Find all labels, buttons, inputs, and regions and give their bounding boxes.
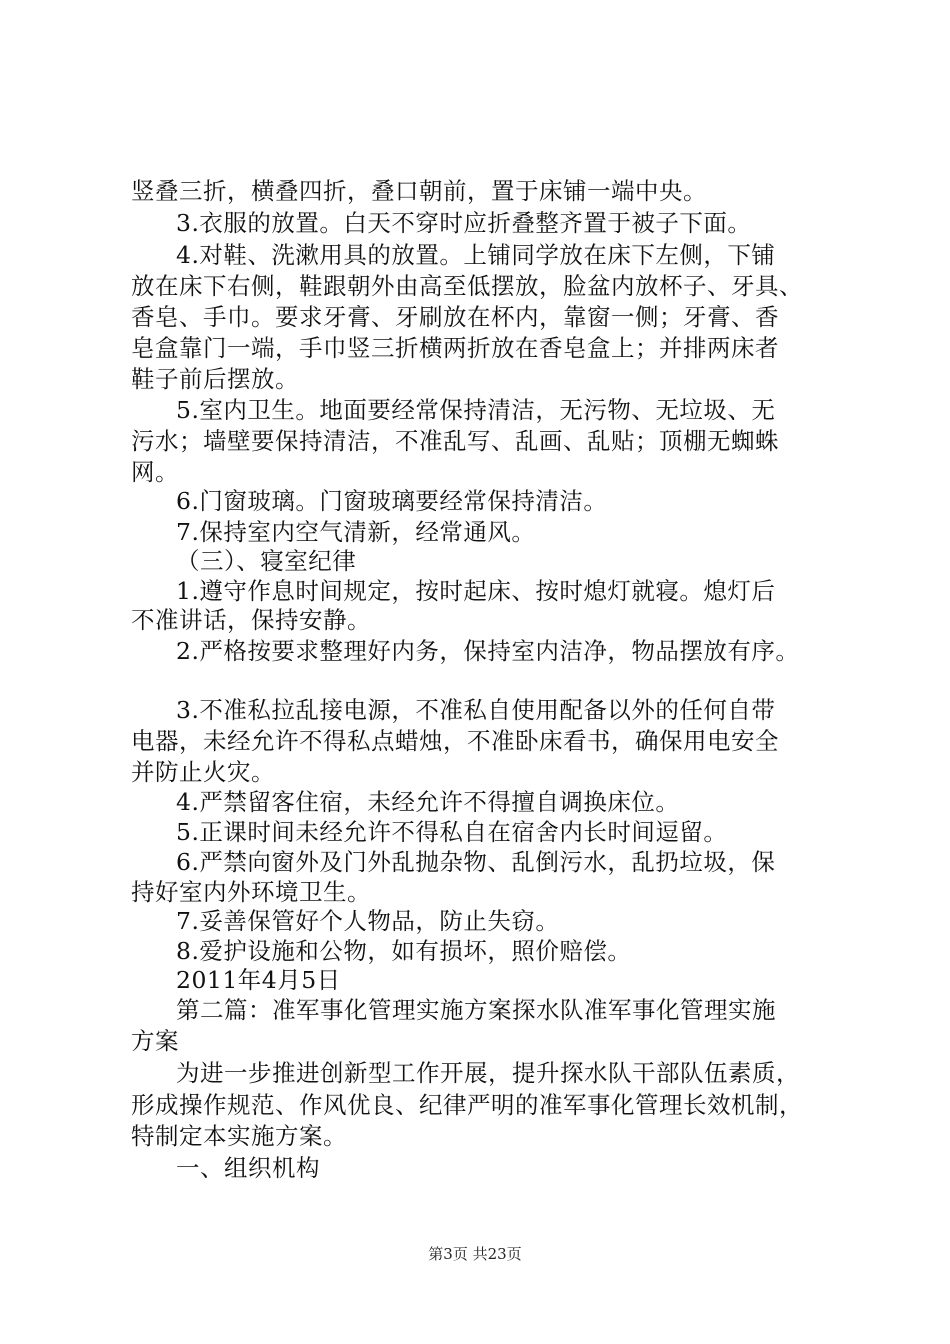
text-line: 5.室内卫生。地面要经常保持清洁，无污物、无垃圾、无 <box>176 396 776 424</box>
text-line: 持好室内外环境卫生。 <box>131 878 371 906</box>
text-line: 1.遵守作息时间规定，按时起床、按时熄灯就寝。熄灯后 <box>176 577 776 605</box>
chapter-heading: 第二篇：准军事化管理实施方案探水队准军事化管理实施 <box>176 996 776 1024</box>
text-line: 5.正课时间未经允许不得私自在宿舍内长时间逗留。 <box>176 818 728 846</box>
text-line: 鞋子前后摆放。 <box>131 365 299 393</box>
text-line: 7.保持室内空气清新，经常通风。 <box>176 518 536 546</box>
text-line: 香皂、手巾。要求牙膏、牙刷放在杯内，靠窗一侧；牙膏、香 <box>131 303 779 331</box>
text-line: 4.严禁留客住宿，未经允许不得擅自调换床位。 <box>176 788 680 816</box>
text-line: 3.衣服的放置。白天不穿时应折叠整齐置于被子下面。 <box>176 209 752 237</box>
text-line: 网。 <box>131 458 179 486</box>
page-number-footer: 第3页 共23页 <box>428 1245 522 1263</box>
date-line: 2011年4月5日 <box>176 966 341 994</box>
text-line: 2.严格按要求整理好内务，保持室内洁净，物品摆放有序。 <box>176 637 800 665</box>
text-line: 并防止火灾。 <box>131 758 275 786</box>
section-heading: （三）、寝室纪律 <box>176 547 357 575</box>
text-line: 方案 <box>131 1027 179 1055</box>
text-line: 形成操作规范、作风优良、纪律严明的准军事化管理长效机制， <box>131 1091 803 1119</box>
text-line: 8.爱护设施和公物，如有损坏，照价赔偿。 <box>176 937 632 965</box>
text-line: 放在床下右侧，鞋跟朝外由高至低摆放，脸盆内放杯子、牙具、 <box>131 272 803 300</box>
text-line: 特制定本实施方案。 <box>131 1122 347 1150</box>
text-line: 4.对鞋、洗漱用具的放置。上铺同学放在床下左侧，下铺 <box>176 241 776 269</box>
text-line: 污水；墙壁要保持清洁，不准乱写、乱画、乱贴；顶棚无蜘蛛 <box>131 427 779 455</box>
text-line: 皂盒靠门一端，手巾竖三折横两折放在香皂盒上；并排两床者 <box>131 334 779 362</box>
text-line: 6.门窗玻璃。门窗玻璃要经常保持清洁。 <box>176 487 608 515</box>
text-line: 3.不准私拉乱接电源，不准私自使用配备以外的任何自带 <box>176 696 776 724</box>
text-line: 不准讲话，保持安静。 <box>131 606 371 634</box>
section-heading: 一、组织机构 <box>176 1154 320 1182</box>
text-line: 竖叠三折，横叠四折，叠口朝前，置于床铺一端中央。 <box>131 177 707 205</box>
text-line: 电器，未经允许不得私点蜡烛，不准卧床看书，确保用电安全 <box>131 727 779 755</box>
text-line: 为进一步推进创新型工作开展，提升探水队干部队伍素质， <box>176 1059 800 1087</box>
text-line: 7.妥善保管好个人物品，防止失窃。 <box>176 907 560 935</box>
text-line: 6.严禁向窗外及门外乱抛杂物、乱倒污水，乱扔垃圾，保 <box>176 848 776 876</box>
